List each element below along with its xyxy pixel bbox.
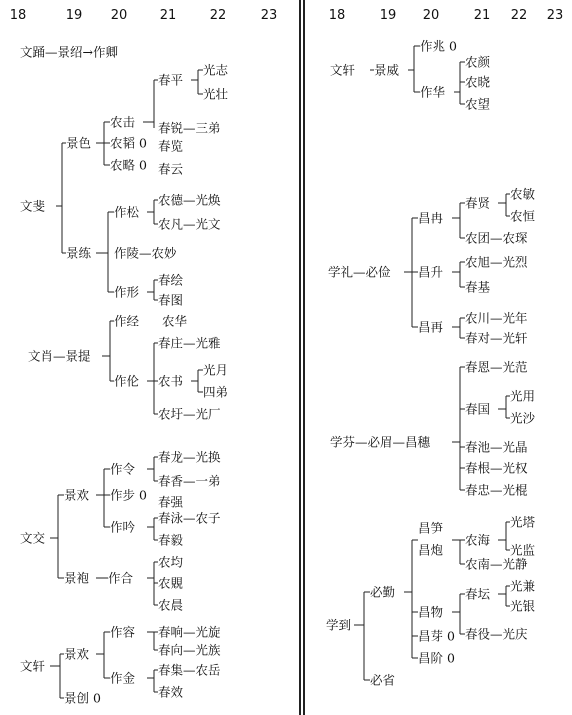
node-guangzhuang: 光壮 [203,86,229,102]
node-chunping: 春平 [158,72,184,88]
node-nongxiao: 农晓 [465,74,491,90]
node-jingsheng: 景威 [374,62,400,78]
node-chunhui: 春绘 [158,272,184,288]
node-wenfei: 文斐 [20,198,46,214]
gen-23-left: 23 [260,8,278,23]
node-jingchuang: 景创 0 [64,690,101,706]
node-nongqin: 农覞 [158,575,184,591]
gen-23-right: 23 [546,8,564,23]
node-chunyi: 春毅 [158,532,184,548]
node-zuosong: 作松 [114,204,140,220]
node-chunen: 春恩—光范 [465,359,528,375]
node-nonglue: 农略 0 [110,157,147,173]
node-nongnan: 农南—光静 [465,556,528,572]
node-chunyun: 春云 [158,161,184,177]
gen-22-left: 22 [209,8,227,23]
node-zuozhao: 作兆 0 [420,38,457,54]
node-zuojing: 作经 [114,313,140,329]
node-nongji: 农击 [110,114,136,130]
node-nongyan: 农颜 [465,54,491,70]
lineage-wenyong: 文踊—景绍→作卿 [20,44,118,60]
node-changya: 昌芽 0 [418,628,455,644]
gen-18-right: 18 [328,8,346,23]
node-nonghai: 农海 [465,532,491,548]
node-chuntu: 春图 [158,292,184,308]
node-nongxu: 农旭—光烈 [465,254,528,270]
node-chunzhuang: 春庄—光雅 [158,335,221,351]
node-nongchuan: 农川—光年 [465,310,528,326]
node-chunxiang: 春香—一弟 [158,473,221,489]
node-chunchi: 春池—光晶 [465,439,528,455]
node-zuohe: 作合 [108,570,134,586]
gen-21-left: 21 [159,8,177,23]
gen-22-right: 22 [510,8,528,23]
node-jingse: 景色 [66,135,92,151]
node-guangzhi: 光志 [203,62,229,78]
node-nonghua: 农华 [162,313,188,329]
node-zuohua: 作华 [420,84,446,100]
node-guangyue: 光月 [203,362,229,378]
node-nongjun: 农均 [158,554,184,570]
node-jinglian: 景练 [66,245,92,261]
node-chunlong: 春龙—光换 [158,449,221,465]
node-nongmin: 农敏 [510,186,536,202]
node-guangta: 光塔 [510,514,536,530]
node-changran: 昌冉 [418,210,444,226]
node-guangjian2: 光兼 [510,578,536,594]
node-chungen: 春根—光权 [465,460,528,476]
node-chunxiao: 春效 [158,684,184,700]
node-chunguo: 春国 [465,401,491,417]
node-chunyong: 春泳—农子 [158,510,221,526]
node-wenxiao: 文肖—景提 [28,348,91,364]
node-nongde: 农德—光焕 [158,192,221,208]
node-xueli: 学礼—必俭 [328,264,391,280]
node-bisheng: 必省 [370,672,396,688]
node-chunqiang: 春强 [158,494,184,510]
node-zuoling2: 作令 [110,461,136,477]
node-changsun: 昌笋 [418,520,444,536]
node-jinghuan: 景欢 [64,487,90,503]
node-chunji: 春集—农岳 [158,662,221,678]
node-nongtuan: 农团—农琛 [465,230,528,246]
node-changsheng: 昌升 [418,264,444,280]
node-chunji-right: 春基 [465,279,491,295]
node-guangyin: 光银 [510,598,536,614]
node-biqin: 必勤 [370,584,396,600]
node-chunlan: 春览 [158,138,184,154]
node-nongyu: 农圩—光厂 [158,406,221,422]
node-nongheng: 农恒 [510,208,536,224]
node-chunzhong: 春忠—光棍 [465,482,528,498]
node-wenxuan-right: 文轩 [330,62,356,78]
node-changzai: 昌再 [418,319,444,335]
node-zuoling: 作陵—农妙 [114,245,177,261]
node-xuedao: 学到 [326,617,352,633]
gen-18-left: 18 [9,8,27,23]
gen-19-right: 19 [379,8,397,23]
node-chuntan: 春坛 [465,586,491,602]
node-guangjian: 光监 [510,542,536,558]
node-nongshu: 农书 [158,373,184,389]
node-jinghuan2: 景欢 [64,646,90,662]
node-nongchen: 农晨 [158,597,184,613]
node-chundui: 春对—光轩 [465,330,528,346]
gen-21-right: 21 [473,8,491,23]
node-chunxiang2: 春响—光旋 [158,624,221,640]
node-guangyong: 光用 [510,388,536,404]
node-changwu: 昌物 [418,604,444,620]
node-zuoxing: 作形 [114,284,140,300]
node-changpao: 昌炮 [418,542,444,558]
gen-20-left: 20 [110,8,128,23]
node-sidi: 四弟 [203,384,229,400]
node-chunrui: 春锐—三弟 [158,120,221,136]
node-zuobu: 作步 0 [110,487,147,503]
node-nongwang: 农望 [465,96,491,112]
node-chunxian: 春贤 [465,195,491,211]
node-jingpao: 景袍 [64,570,90,586]
node-chunxiang3: 春向—光族 [158,642,221,658]
node-wenjiao: 文交 [20,530,46,546]
node-nongfan: 农凡—光文 [158,216,221,232]
node-nongdao: 农韬 0 [110,135,147,151]
node-xuefen: 学芬—必眉—昌穗 [330,434,431,450]
node-wenxuan-left: 文轩 [20,658,46,674]
gen-19-left: 19 [65,8,83,23]
node-chunyi-right: 春役—光庆 [465,626,528,642]
node-zuolun: 作伦 [114,373,140,389]
node-zuorong: 作容 [110,624,136,640]
node-guangsha: 光沙 [510,410,536,426]
node-zuojin: 作金 [110,670,136,686]
node-changjie: 昌阶 0 [418,650,455,666]
gen-20-right: 20 [422,8,440,23]
node-zuoyin: 作吟 [110,519,136,535]
